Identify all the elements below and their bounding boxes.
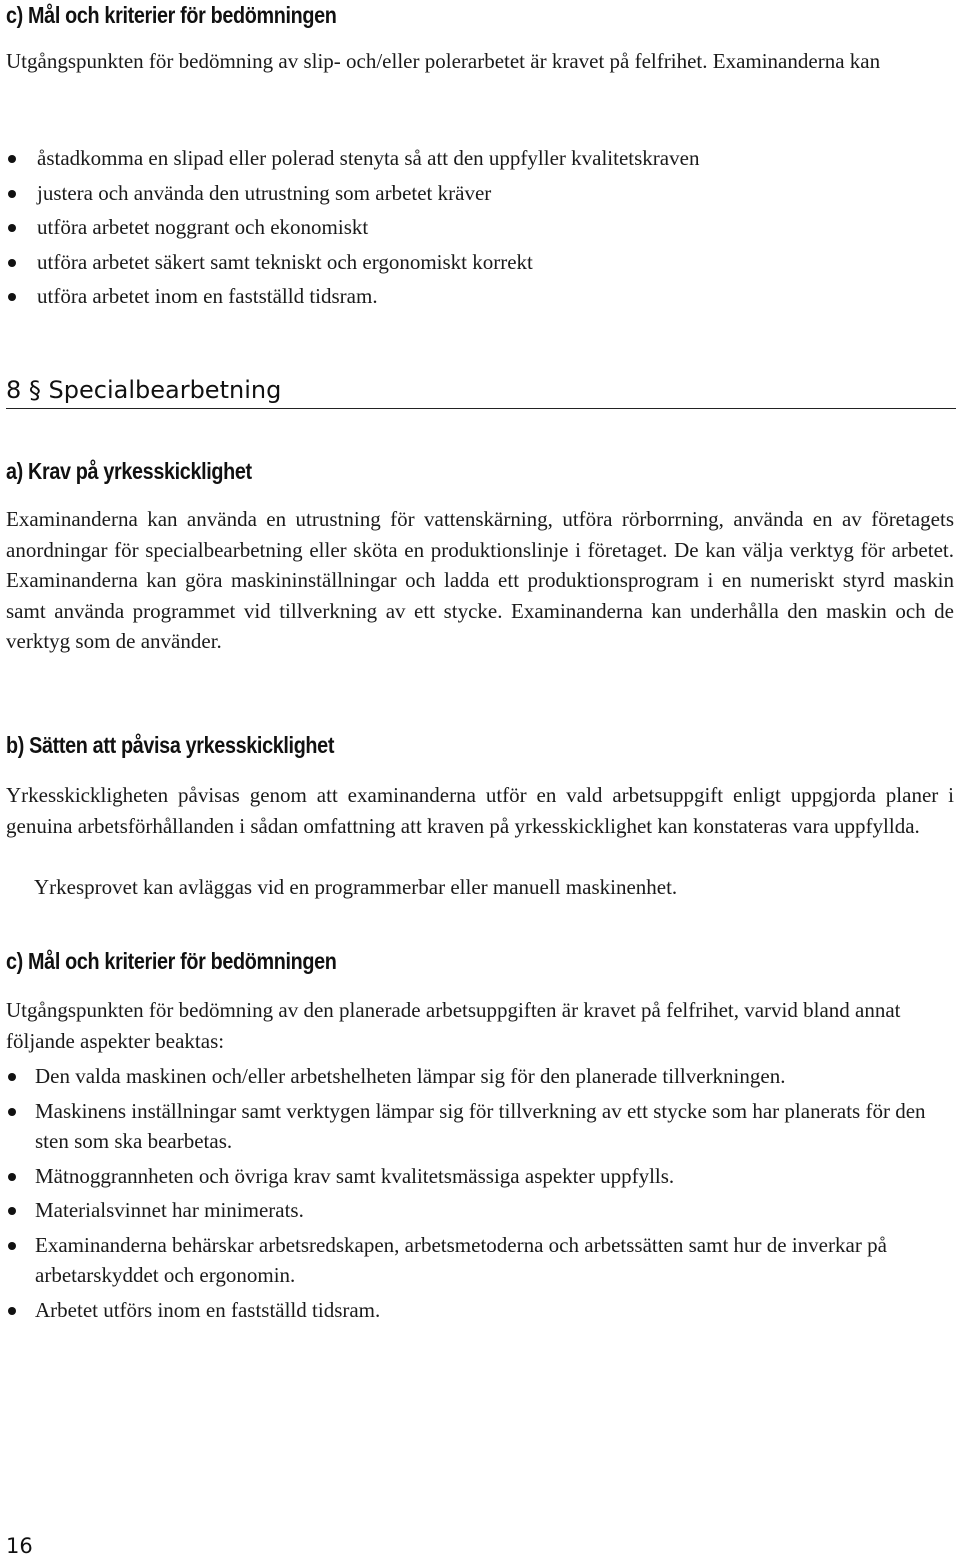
bullet-icon [8, 293, 16, 301]
requirements-heading-wrap [6, 458, 292, 485]
list-item: Examinanderna behärskar arbetsredskapen, arbetsmetoderna och arbetssätten samt hur de inverkar på arbetarskyddet och ergonomin. [6, 1230, 954, 1291]
bullet-icon [8, 155, 16, 163]
bullet-icon [8, 224, 16, 232]
list-item: Mätnoggrannheten och övriga krav samt kvalitetsmässiga aspekter uppfylls. [6, 1161, 954, 1192]
criteria-heading-1-wrap [6, 2, 390, 29]
bullet-icon [8, 259, 16, 267]
methods-text: Yrkesskickligheten påvisas genom att examinanderna utför en vald arbetsuppgift enligt uppgjorda planer i genuina arbetsförhållanden i sådan omfattning att kraven på yrkesskicklighet kan konstateras vara uppfyllda. [6, 783, 954, 838]
bullet-icon [8, 1307, 16, 1315]
list-item: Materialsvinnet har minimerats. [6, 1195, 954, 1226]
methods-heading-wrap [6, 732, 387, 759]
page-number: 16 [6, 1534, 33, 1558]
criteria-heading-2-wrap [6, 948, 390, 975]
bullet-icon [8, 190, 16, 198]
list-item: utföra arbetet noggrant och ekonomiskt [6, 210, 954, 245]
criteria-heading-2: c) Mål och kriterier för bedömningen [6, 948, 337, 974]
criteria-list [6, 141, 954, 314]
list-item: Maskinens inställningar samt verktygen lämpar sig för tillverkning av ett stycke som har planerats för den sten som ska bearbetas. [6, 1096, 954, 1157]
bullet-icon [8, 1242, 16, 1250]
list-item: Den valda maskinen och/eller arbetshelheten lämpar sig för den planerade tillverkningen. [6, 1061, 954, 1092]
section-title-wrap [6, 376, 956, 409]
requirements-text: Examinanderna kan använda en utrustning för vattenskärning, utföra rörborrning, använda en av företagets anordningar för specialbearbetning eller sköta en produktionslinje i företaget. De kan välja verktyg för arbetet. Examinanderna kan göra maskininställningar och ladda ett produktionsprogram i en numeriskt styrd maskin samt använda programmet vid tillverkning av ett stycke. Examinanderna kan underhålla den maskin och de verktyg som de använder. [6, 507, 954, 653]
methods-heading: b) Sätten att påvisa yrkesskicklighet [6, 732, 335, 758]
list-item: åstadkomma en slipad eller polerad stenyta så att den uppfyller kvalitetskraven [6, 141, 954, 176]
criteria-intro: Utgångspunkten för bedömning av slip- och/eller polerarbetet är kravet på felfrihet. Examinanderna kan [6, 49, 881, 73]
bullet-icon [8, 1207, 16, 1215]
criteria-list-2 [6, 1061, 954, 1329]
list-item: utföra arbetet säkert samt tekniskt och ergonomiskt korrekt [6, 245, 954, 280]
bullet-icon [8, 1173, 16, 1181]
criteria-heading: c) Mål och kriterier för bedömningen [6, 2, 337, 28]
list-item: justera och använda den utrustning som arbetet kräver [6, 176, 954, 211]
list-item: utföra arbetet inom en fastställd tidsram. [6, 279, 954, 314]
requirements-heading: a) Krav på yrkesskicklighet [6, 458, 252, 484]
section-title: 8 § Specialbearbetning [6, 376, 956, 409]
bullet-icon [8, 1073, 16, 1081]
methods-text-2: Yrkesprovet kan avläggas vid en programmerbar eller manuell maskinenhet. [34, 875, 678, 899]
list-item: Arbetet utförs inom en fastställd tidsram. [6, 1295, 954, 1326]
bullet-icon [8, 1108, 16, 1116]
criteria-intro-2: Utgångspunkten för bedömning av den planerade arbetsuppgiften är kravet på felfrihet, varvid bland annat följande aspekter beaktas: [6, 998, 901, 1053]
